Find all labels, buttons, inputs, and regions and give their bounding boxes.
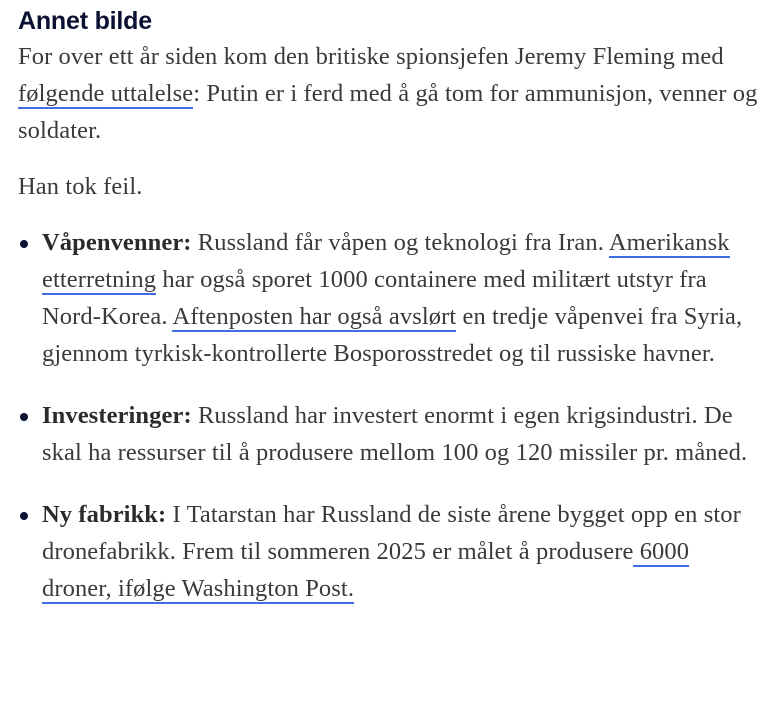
intro-text-before: For over ett år siden kom den britiske spionsjefen Jeremy Fleming med	[18, 43, 724, 70]
list-item-investeringer	[18, 397, 758, 471]
article-section	[18, 4, 758, 632]
item-text: har også sporet 1000 containere med militært utstyr fra Nord-Korea.	[42, 266, 707, 330]
item-text: Russland får våpen og teknologi fra Iran.	[191, 229, 609, 256]
bullet-icon	[20, 413, 28, 421]
item-term: Investeringer:	[42, 402, 192, 429]
item-text: Russland har investert enormt i egen krigsindustri. De skal ha ressurser til å produsere mellom 100 og 120 missiler pr. måned.	[42, 402, 748, 466]
item-term: Våpenvenner:	[42, 229, 192, 256]
short-paragraph: Han tok feil.	[18, 173, 143, 200]
item-text: I Tatarstan har Russland de siste årene bygget opp en stor dronefabrikk. Frem til sommeren 2025 er målet å produsere	[42, 501, 741, 565]
link-aftenposten-avslort[interactable]: Aftenposten har også avslørt	[172, 303, 457, 330]
bullet-icon	[20, 240, 28, 248]
link-amerikansk-etterretning[interactable]: Amerikansk etterretning	[42, 229, 730, 293]
intro-text-after: : Putin er i ferd med å gå tom for ammunisjon, venner og soldater.	[18, 80, 758, 144]
bullet-list	[18, 224, 758, 607]
list-item-ny-fabrikk	[18, 496, 758, 607]
bullet-icon	[20, 512, 28, 520]
item-term: Ny fabrikk:	[42, 501, 167, 528]
list-item-vapenvenner	[18, 224, 758, 372]
intro-paragraph	[18, 38, 758, 149]
item-text: en tredje våpenvei fra Syria, gjennom tyrkisk-kontrollerte Bosporosstredet og til russiske havner.	[42, 303, 743, 367]
section-heading: Annet bilde	[18, 7, 152, 35]
link-washington-post[interactable]: 6000 droner, ifølge Washington Post.	[42, 538, 690, 602]
link-folgende-uttalelse[interactable]: følgende uttalelse	[18, 80, 194, 107]
